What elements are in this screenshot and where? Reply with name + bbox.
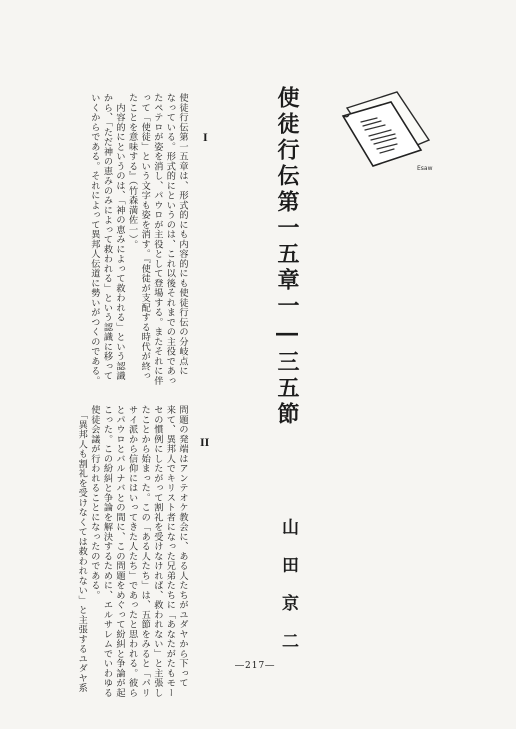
text-column: 内容的にというのは、「神の恵みによって救われる」という認識 bbox=[114, 93, 126, 381]
text-column: たことを意味する』（竹森満佐一）。 bbox=[126, 93, 138, 250]
text-column: 問題の発端はアンテオケ教会に、ある人たちがユダヤから下って bbox=[177, 405, 188, 688]
text-column: セの慣例にしたがって割礼を受けなければ、救われない」と主張し bbox=[151, 405, 163, 698]
section-numeral-2: II bbox=[200, 435, 210, 449]
text-column: 使徒行伝第一五章は、形式的にも内容的にも使徒行伝の分岐点に bbox=[177, 93, 188, 376]
text-column: 使徒会議が行われることになったのである。 bbox=[88, 405, 100, 600]
text-column: 来て、異邦人でキリスト者になった兄弟たちに「あなたがたもモー bbox=[164, 405, 176, 698]
text-column: たことから始まった。この「ある人たち」は、五節をみると「パリ bbox=[139, 405, 151, 698]
text-column: いくからである。それによって異邦人伝道に勢いがつくのである。 bbox=[88, 93, 100, 386]
section-numeral-1: I bbox=[203, 130, 208, 144]
section-1-body bbox=[87, 93, 188, 386]
svg-text:Esaw: Esaw bbox=[417, 165, 433, 172]
text-column: って「使徒」という文字も姿を消す。『使徒が支配する時代が終っ bbox=[139, 93, 151, 381]
article-title: 使徒行伝第一五章一―三五節 bbox=[274, 86, 300, 428]
text-column: とパウロとバルナバとの間に、この問題をめぐって紛糾と争論が起 bbox=[114, 405, 126, 698]
author-name: 山田京二 bbox=[278, 518, 298, 670]
text-column: たペテロが姿を消し、パウロが主役として登場する。またそれに伴 bbox=[151, 93, 163, 386]
paper-sheets-illustration bbox=[337, 86, 437, 172]
text-column: こった。この紛糾と争論を解決するために、エルサレムでいわゆる bbox=[101, 405, 113, 698]
text-column: なっている。形式的にというのは、これ以後それまでの主役であっ bbox=[164, 93, 176, 386]
section-2-body bbox=[75, 405, 188, 698]
page-number: ―217― bbox=[235, 661, 276, 671]
text-column: から、「ただ神の恵みのみによって救われる」という認識に移って bbox=[101, 93, 113, 381]
text-column: 「異邦人も割礼を受けなくては救われない」と主張するユダヤ系 bbox=[76, 405, 88, 693]
text-column: サイ派から信仰にはいってきた人たち」であったと思われる。彼ら bbox=[126, 405, 138, 698]
